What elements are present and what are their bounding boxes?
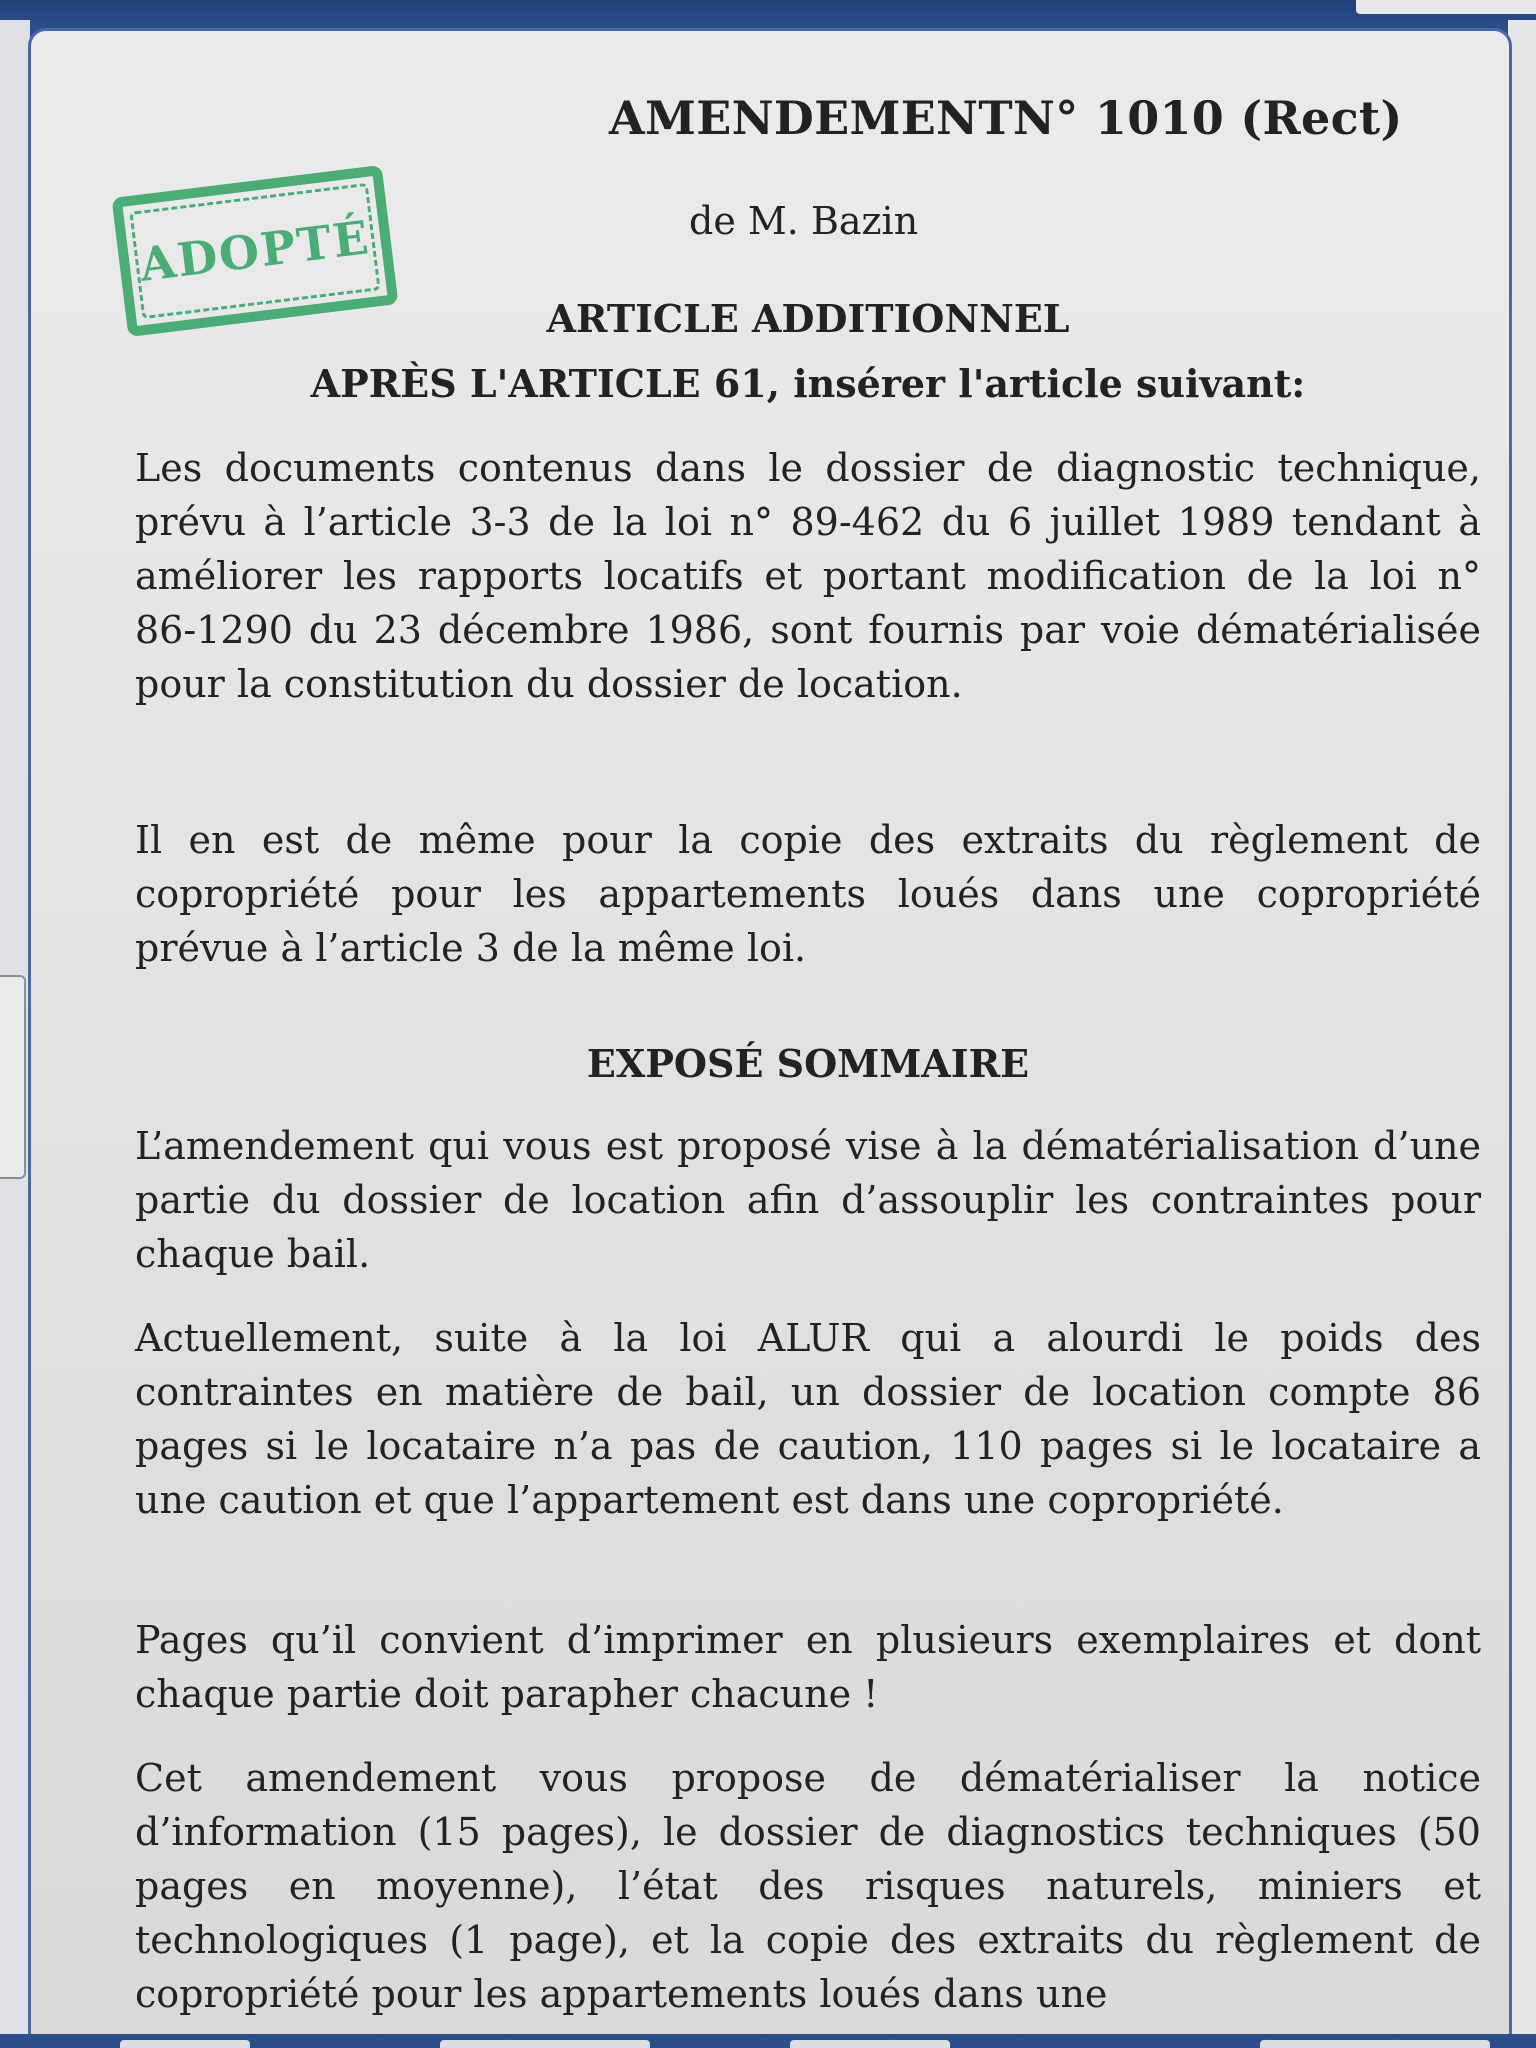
summary-paragraph-1: L’amendement qui vous est proposé vise à la dématérialisation d’une partie du dossier de location afin d’assouplir les contraintes pour chaque bail. bbox=[135, 1124, 1481, 1276]
article-paragraph-2: Il en est de même pour la copie des extraits du règlement de copropriété pour les appartements loués dans une copropriété prévue à l’article 3 de la même loi. bbox=[135, 818, 1481, 970]
bottom-tab-2[interactable] bbox=[440, 2040, 650, 2048]
summary-paragraph-2: Actuellement, suite à la loi ALUR qui a alourdi le poids des contraintes en matière de bail, un dossier de location compte 86 pages si le locataire n’a pas de caution, 110 pages si le locataire a une caution et que l’appartement est dans une copropriété. bbox=[135, 1316, 1481, 1522]
right-panel-edge bbox=[1508, 20, 1536, 2048]
bottom-tab-4[interactable] bbox=[1260, 2040, 1490, 2048]
summary-heading: EXPOSÉ SOMMAIRE bbox=[586, 1041, 1030, 1086]
section-heading: ARTICLE ADDITIONNEL bbox=[546, 296, 1070, 341]
amendment-title: AMENDEMENTN° 1010 (Rect) bbox=[609, 91, 1403, 145]
bottom-tab-3[interactable] bbox=[790, 2040, 950, 2048]
summary-paragraph-4: Cet amendement vous propose de dématérialiser la notice d’information (15 pages), le dossier de diagnostics techniques (50 pages en moyenne), l’état des risques naturels, miniers et technologiques (1 page), et la copie des extraits du règlement de copropriété pour les appartements loués dans une bbox=[135, 1756, 1481, 2016]
summary-paragraph-3: Pages qu’il convient d’imprimer en plusieurs exemplaires et dont chaque partie doit parapher chacune ! bbox=[135, 1618, 1481, 1716]
left-panel-handle[interactable] bbox=[0, 975, 26, 1179]
window-top-bar bbox=[0, 0, 1536, 30]
stamp-label: ADOPTÉ bbox=[136, 210, 374, 292]
top-right-tab[interactable] bbox=[1356, 0, 1536, 14]
amendment-author: de M. Bazin bbox=[689, 199, 919, 243]
instruction-heading: APRÈS L'ARTICLE 61, insérer l'article suivant: bbox=[310, 361, 1306, 406]
article-paragraph-1: Les documents contenus dans le dossier de diagnostic technique, prévu à l’article 3‑3 de la loi n° 89‑462 du 6 juillet 1989 tendant à améliorer les rapports locatifs et portant modification de la loi n° 86‑1290 du 23 décembre 1986, sont fournis par voie dématérialisée pour la constitution du dossier de location. bbox=[135, 446, 1481, 706]
document-page bbox=[28, 28, 1512, 2048]
bottom-tab-1[interactable] bbox=[120, 2040, 250, 2048]
